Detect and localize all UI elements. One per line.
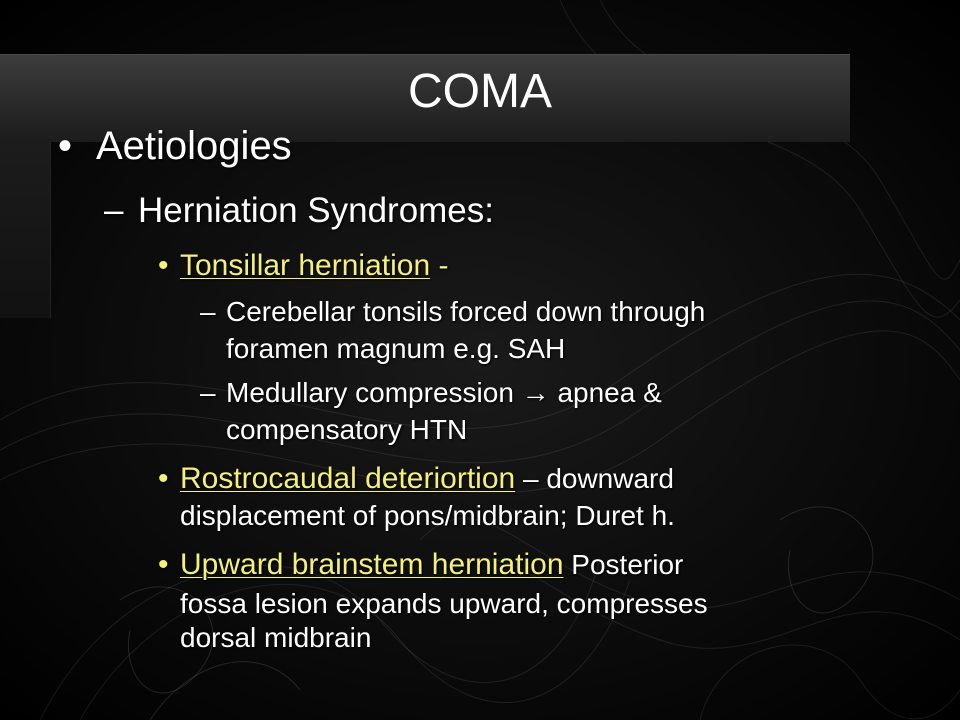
- cerebellar-line2: foramen magnum e.g. SAH: [226, 333, 566, 364]
- rostrocaudal-suffix: – downward: [515, 463, 674, 494]
- cerebellar-line1: Cerebellar tonsils forced down through: [226, 296, 706, 327]
- bullet-glyph: •: [158, 249, 169, 282]
- bullet-aetiologies: [58, 124, 292, 169]
- aetiologies-text: Aetiologies: [96, 124, 292, 168]
- medullary-line1-post: apnea &: [549, 377, 662, 408]
- bullet-glyph: •: [158, 548, 169, 581]
- subpoint-medullary-compression: [200, 377, 662, 409]
- item-rostrocaudal: [158, 462, 674, 496]
- item-upward-brainstem: [158, 548, 683, 582]
- rostrocaudal-line2: displacement of pons/midbrain; Duret h.: [180, 500, 675, 531]
- dash-glyph: –: [200, 377, 216, 408]
- item-tonsillar-herniation: [158, 249, 448, 283]
- dash-glyph: –: [200, 296, 216, 327]
- medullary-line2: compensatory HTN: [226, 414, 468, 445]
- tonsillar-suffix: -: [430, 249, 449, 282]
- subbullet-herniation-syndromes: [104, 191, 494, 231]
- bullet-glyph: •: [58, 124, 73, 168]
- dash-glyph: –: [104, 191, 124, 230]
- upward-suffix: Posterior: [563, 549, 684, 580]
- upward-line2: fossa lesion expands upward, compresses: [180, 588, 708, 619]
- tonsillar-herniation-link[interactable]: Tonsillar herniation: [180, 249, 431, 282]
- left-accent-panel: [0, 142, 51, 318]
- right-arrow-icon: →: [521, 377, 550, 408]
- upward-line3: dorsal midbrain: [180, 622, 372, 653]
- subpoint-cerebellar-tonsils: [200, 296, 705, 328]
- herniation-syndromes-text: Herniation Syndromes:: [138, 191, 494, 230]
- medullary-line1-pre: Medullary compression: [226, 377, 522, 408]
- slide-title: COMA: [408, 65, 552, 118]
- bullet-glyph: •: [158, 462, 169, 495]
- upward-brainstem-link[interactable]: Upward brainstem herniation: [180, 548, 564, 581]
- rostrocaudal-link[interactable]: Rostrocaudal deteriortion: [180, 462, 516, 495]
